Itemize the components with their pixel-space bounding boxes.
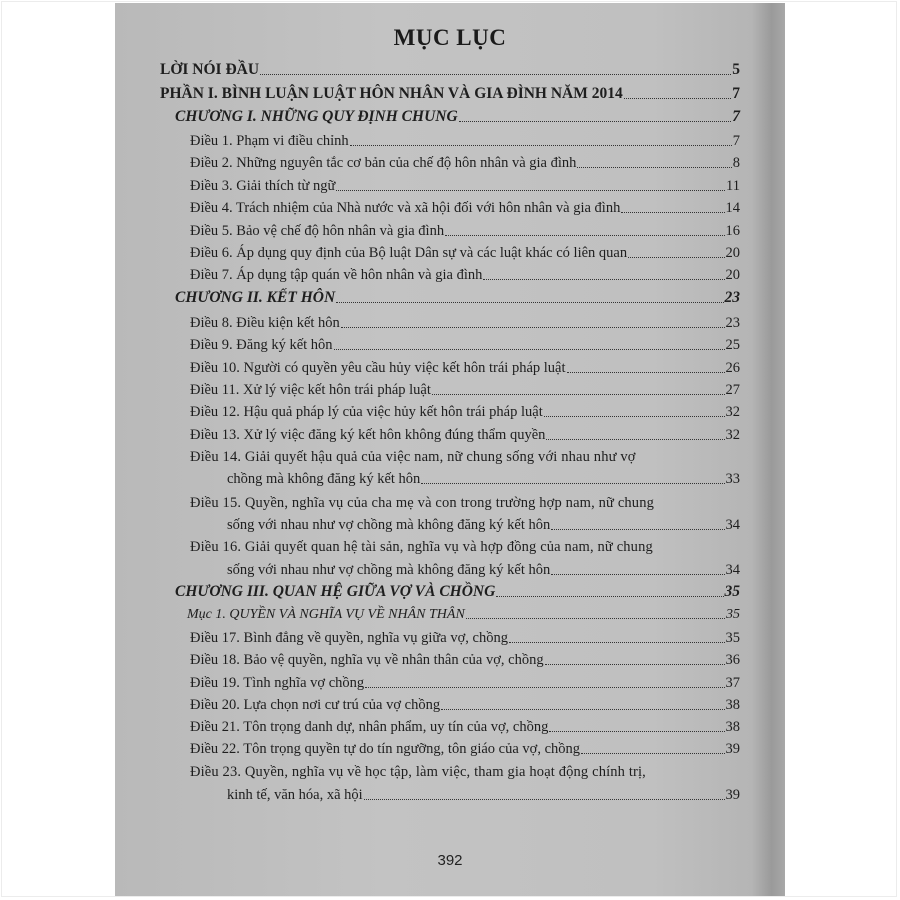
toc-entry-article-18 bbox=[190, 652, 740, 669]
dot-leader bbox=[350, 145, 732, 146]
toc-entry-chapter-2 bbox=[175, 289, 740, 307]
toc-entry-article-21 bbox=[190, 719, 740, 736]
toc-entry-article-5 bbox=[190, 223, 740, 240]
dot-leader bbox=[551, 529, 724, 530]
dot-leader bbox=[496, 596, 723, 597]
toc-entry-page: 23 bbox=[725, 315, 740, 331]
toc-entry-label: Điều 18. Bảo vệ quyền, nghĩa vụ về nhân thân của vợ, chồng bbox=[190, 652, 544, 668]
toc-entry-page: 7 bbox=[732, 85, 740, 102]
toc-entry-label: CHƯƠNG III. QUAN HỆ GIỮA VỢ VÀ CHỒNG bbox=[175, 583, 496, 600]
dot-leader bbox=[628, 257, 724, 258]
toc-entry-article-15-line1: Điều 15. Quyền, nghĩa vụ của cha mẹ và con trong trường hợp nam, nữ chung bbox=[190, 495, 655, 511]
toc-entry-label: Điều 7. Áp dụng tập quán về hôn nhân và gia đình bbox=[190, 267, 483, 283]
toc-entry-label: Điều 9. Đăng ký kết hôn bbox=[190, 337, 333, 353]
dot-leader bbox=[546, 439, 724, 440]
toc-entry-article-9 bbox=[190, 337, 740, 354]
toc-entry-article-17 bbox=[190, 630, 740, 647]
dot-leader bbox=[551, 574, 724, 575]
toc-entry-page: 25 bbox=[725, 337, 740, 353]
toc-entry-label: PHẦN I. BÌNH LUẬN LUẬT HÔN NHÂN VÀ GIA ĐÌNH NĂM 2014 bbox=[160, 85, 623, 102]
dot-leader bbox=[549, 731, 724, 732]
toc-entry-page: 39 bbox=[725, 741, 740, 757]
toc-entry-label: kinh tế, văn hóa, xã hội bbox=[227, 787, 363, 803]
dot-leader bbox=[445, 235, 724, 236]
toc-entry-article-3 bbox=[190, 178, 740, 195]
toc-entry-chapter-3 bbox=[175, 583, 740, 601]
toc-entry-page: 16 bbox=[725, 223, 740, 239]
toc-entry-label: Điều 3. Giải thích từ ngữ bbox=[190, 178, 336, 194]
toc-entry-label: Điều 22. Tôn trọng quyền tự do tín ngưỡng, tôn giáo của vợ, chồng bbox=[190, 741, 581, 757]
toc-entry-page: 26 bbox=[725, 360, 740, 376]
toc-entry-page: 8 bbox=[732, 155, 740, 171]
dot-leader bbox=[544, 416, 725, 417]
toc-entry-page: 7 bbox=[732, 108, 740, 125]
toc-entry-page: 34 bbox=[725, 517, 740, 533]
dot-leader bbox=[577, 167, 731, 168]
toc-entry-article-12 bbox=[190, 404, 740, 421]
toc-entry-page: 32 bbox=[725, 404, 740, 420]
toc-entry-page: 35 bbox=[725, 630, 740, 646]
toc-entry-article-11 bbox=[190, 382, 740, 399]
toc-entry-article-14 bbox=[227, 471, 740, 488]
toc-entry-article-7 bbox=[190, 267, 740, 284]
toc-entry-article-6 bbox=[190, 245, 740, 262]
toc-entry-article-4 bbox=[190, 200, 740, 217]
toc-entry-label: Điều 17. Bình đẳng về quyền, nghĩa vụ giữa vợ, chồng bbox=[190, 630, 508, 646]
dot-leader bbox=[483, 279, 724, 280]
dot-leader bbox=[365, 687, 724, 688]
dot-leader bbox=[459, 121, 732, 122]
toc-entry-preface bbox=[160, 61, 740, 79]
dot-leader bbox=[336, 302, 723, 303]
dot-leader bbox=[432, 394, 725, 395]
toc-entry-section-1 bbox=[187, 607, 740, 623]
toc-entry-label: Điều 5. Bảo vệ chế độ hôn nhân và gia đình bbox=[190, 223, 445, 239]
toc-entry-part1 bbox=[160, 85, 740, 103]
toc-entry-article-22 bbox=[190, 741, 740, 758]
toc-entry-article-13 bbox=[190, 427, 740, 444]
toc-entry-page: 33 bbox=[725, 471, 740, 487]
toc-entry-article-16-line1: Điều 16. Giải quyết quan hệ tài sản, nghĩa vụ và hợp đồng của nam, nữ chung bbox=[190, 539, 653, 555]
dot-leader bbox=[624, 98, 732, 99]
toc-entry-page: 7 bbox=[732, 133, 740, 149]
page-number: 392 bbox=[437, 852, 463, 869]
dot-leader bbox=[567, 372, 725, 373]
toc-entry-article-19 bbox=[190, 675, 740, 692]
toc-entry-article-10 bbox=[190, 360, 740, 377]
toc-entry-label: Điều 4. Trách nhiệm của Nhà nước và xã hội đối với hôn nhân và gia đình bbox=[190, 200, 621, 216]
toc-entry-page: 27 bbox=[725, 382, 740, 398]
toc-entry-article-16 bbox=[227, 562, 740, 579]
toc-entry-label: Điều 1. Phạm vi điều chỉnh bbox=[190, 133, 349, 149]
toc-entry-label: Điều 11. Xử lý việc kết hôn trái pháp luật bbox=[190, 382, 431, 398]
toc-entry-article-15 bbox=[227, 517, 740, 534]
dot-leader bbox=[545, 664, 725, 665]
dot-leader bbox=[621, 212, 724, 213]
toc-entry-page: 14 bbox=[725, 200, 740, 216]
toc-entry-label: chồng mà không đăng ký kết hôn bbox=[227, 471, 421, 487]
toc-entry-page: 20 bbox=[725, 267, 740, 283]
toc-entry-page: 11 bbox=[726, 178, 740, 194]
dot-leader bbox=[466, 618, 725, 619]
toc-entry-label: LỜI NÓI ĐẦU bbox=[160, 61, 260, 78]
toc-entry-article-2 bbox=[190, 155, 740, 172]
dot-leader bbox=[341, 327, 725, 328]
book-page bbox=[115, 3, 785, 896]
toc-entry-label: CHƯƠNG II. KẾT HÔN bbox=[175, 289, 336, 306]
toc-entry-article-8 bbox=[190, 315, 740, 332]
toc-entry-article-23 bbox=[227, 787, 740, 804]
toc-entry-page: 34 bbox=[725, 562, 740, 578]
toc-entry-article-14-line1: Điều 14. Giải quyết hậu quả của việc nam, nữ chung sống với nhau như vợ bbox=[190, 449, 636, 465]
toc-entry-label: Điều 13. Xử lý việc đăng ký kết hôn không đúng thẩm quyền bbox=[190, 427, 546, 443]
toc-entry-page: 35 bbox=[724, 583, 740, 600]
toc-entry-article-20 bbox=[190, 697, 740, 714]
toc-entry-label: Điều 10. Người có quyền yêu cầu hủy việc kết hôn trái pháp luật bbox=[190, 360, 566, 376]
toc-entry-page: 35 bbox=[726, 607, 740, 622]
toc-entry-label: Điều 8. Điều kiện kết hôn bbox=[190, 315, 340, 331]
toc-entry-label: Điều 2. Những nguyên tắc cơ bản của chế độ hôn nhân và gia đình bbox=[190, 155, 577, 171]
dot-leader bbox=[334, 349, 725, 350]
dot-leader bbox=[336, 190, 725, 191]
toc-entry-label: Điều 19. Tình nghĩa vợ chồng bbox=[190, 675, 365, 691]
toc-entry-page: 38 bbox=[725, 697, 740, 713]
toc-entry-label: Điều 12. Hậu quả pháp lý của việc hủy kết hôn trái pháp luật bbox=[190, 404, 543, 420]
dot-leader bbox=[421, 483, 724, 484]
toc-entry-page: 20 bbox=[725, 245, 740, 261]
toc-entry-page: 37 bbox=[725, 675, 740, 691]
toc-entry-article-1 bbox=[190, 133, 740, 150]
toc-entry-label: Điều 20. Lựa chọn nơi cư trú của vợ chồng bbox=[190, 697, 441, 713]
toc-entry-chapter-1 bbox=[175, 108, 740, 126]
dot-leader bbox=[260, 74, 731, 75]
toc-entry-label: CHƯƠNG I. NHỮNG QUY ĐỊNH CHUNG bbox=[175, 108, 458, 125]
toc-entry-page: 5 bbox=[732, 61, 740, 78]
toc-entry-label: sống với nhau như vợ chồng mà không đăng ký kết hôn bbox=[227, 562, 551, 578]
page-title: MỤC LỤC bbox=[393, 25, 507, 50]
toc-entry-label: Điều 6. Áp dụng quy định của Bộ luật Dân sự và các luật khác có liên quan bbox=[190, 245, 628, 261]
toc-entry-page: 36 bbox=[725, 652, 740, 668]
dot-leader bbox=[509, 642, 725, 643]
toc-entry-page: 39 bbox=[725, 787, 740, 803]
toc-entry-label: Điều 21. Tôn trọng danh dự, nhân phẩm, uy tín của vợ, chồng bbox=[190, 719, 549, 735]
dot-leader bbox=[441, 709, 724, 710]
toc-entry-page: 38 bbox=[725, 719, 740, 735]
toc-entry-label: Mục 1. QUYỀN VÀ NGHĨA VỤ VỀ NHÂN THÂN bbox=[187, 607, 465, 622]
dot-leader bbox=[581, 753, 724, 754]
toc-entry-label: sống với nhau như vợ chồng mà không đăng ký kết hôn bbox=[227, 517, 551, 533]
toc-entry-page: 32 bbox=[725, 427, 740, 443]
toc-entry-page: 23 bbox=[724, 289, 740, 306]
toc-entry-article-23-line1: Điều 23. Quyền, nghĩa vụ về học tập, làm việc, tham gia hoạt động chính trị, bbox=[190, 764, 646, 780]
dot-leader bbox=[364, 799, 725, 800]
